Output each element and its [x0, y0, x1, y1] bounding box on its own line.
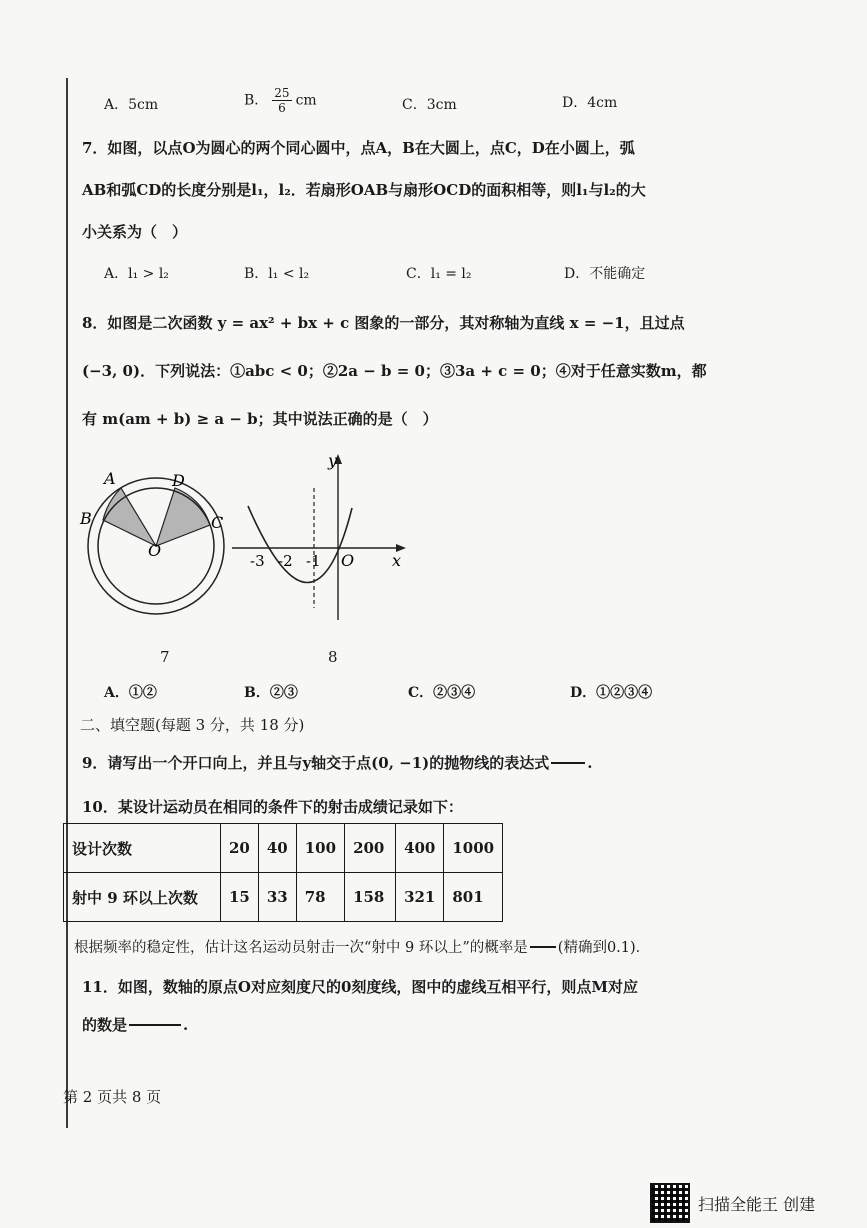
q6-b-denominator: 6 [278, 101, 286, 115]
figure-7-caption: 7 [160, 648, 170, 666]
table-row [64, 824, 503, 873]
qr-code-icon [650, 1183, 690, 1223]
scanner-watermark [650, 1183, 815, 1223]
q6-option-b-prefix: B． [244, 92, 269, 109]
q8-option-b: B．②③ [244, 685, 298, 701]
parabola-curve [248, 506, 355, 583]
table-cell: 1000 [444, 824, 503, 873]
label-b: B [80, 509, 92, 528]
q10-answer-blank [530, 946, 556, 948]
figure-8-parabola-graph [228, 448, 413, 623]
table-cell: 100 [296, 824, 344, 873]
q9-text [82, 752, 592, 773]
q8-line1: 8．如图是二次函数 y = ax² + bx + c 图象的一部分，其对称轴为直线 x = −1，且过点 [82, 314, 685, 332]
table-row [64, 873, 503, 922]
label-x: x [392, 551, 402, 570]
q7-option-b: B．l₁ < l₂ [244, 266, 310, 282]
q7-option-c: C．l₁ = l₂ [406, 266, 472, 282]
q11-line2-body: 的数是 [82, 1016, 128, 1034]
table-cell: 射中 9 环以上次数 [64, 873, 221, 922]
label-origin: O [341, 551, 355, 570]
q8-option-c: C．②③④ [408, 685, 476, 701]
q8-option-d: D．①②③④ [570, 685, 653, 701]
q8-line3: 有 m(am + b) ≥ a − b；其中说法正确的是（ ） [82, 410, 438, 428]
figure-8-caption: 8 [328, 648, 338, 666]
q8-line2: (−3, 0)．下列说法：①abc < 0；②2a − b = 0；③3a + c = 0；④对于任意实数m，都 [82, 362, 707, 380]
q7-line1: 7．如图，以点O为圆心的两个同心圆中，点A，B在大圆上，点C，D在小圆上，弧 [82, 139, 635, 157]
q7-option-a: A．l₁ > l₂ [104, 266, 169, 282]
shooting-record-table [63, 823, 503, 922]
q9-body: 9．请写出一个开口向上，并且与y轴交于点(0, −1)的抛物线的表达式 [82, 754, 550, 772]
q6-option-c: C．3cm [402, 97, 457, 113]
table-cell: 200 [345, 824, 396, 873]
q6-b-numerator: 25 [274, 86, 290, 100]
q9-answer-blank [551, 762, 585, 764]
q10-text: 10．某设计运动员在相同的条件下的射击成绩记录如下： [82, 798, 463, 816]
tick-label-minus2: -2 [278, 552, 293, 570]
figure-7-concentric-circles [76, 458, 246, 618]
watermark-text: 扫描全能王 创建 [698, 1194, 816, 1214]
q6-option-d: D．4cm [562, 95, 618, 111]
q11-answer-blank [129, 1024, 181, 1026]
table-cell: 400 [396, 824, 444, 873]
table-cell: 321 [396, 873, 444, 922]
table-cell: 801 [444, 873, 503, 922]
q6-option-a: A．5cm [104, 97, 159, 113]
label-o: O [148, 541, 162, 560]
page-footer: 第 2 页共 8 页 [63, 1088, 162, 1106]
q11-line1: 11．如图，数轴的原点O对应刻度尺的0刻度线，图中的虚线互相平行，则点M对应 [82, 978, 638, 996]
q11-end: . [183, 1016, 189, 1034]
q11-line2 [82, 1014, 188, 1035]
label-a: A [104, 469, 116, 488]
table-cell: 设计次数 [64, 824, 221, 873]
table-cell: 78 [296, 873, 344, 922]
sector-oab [103, 488, 156, 546]
table-cell: 158 [345, 873, 396, 922]
q10-conclusion-end: (精确到0.1)． [557, 940, 651, 956]
q8-option-a: A．①② [104, 685, 157, 701]
q6-option-b [244, 86, 317, 115]
section-heading: 二、填空题(每题 3 分，共 18 分) [80, 716, 305, 734]
q9-end: . [587, 754, 593, 772]
tick-label-minus1: -1 [306, 552, 321, 570]
q7-line3: 小关系为（ ） [82, 223, 188, 241]
table-cell: 40 [258, 824, 296, 873]
table-cell: 15 [221, 873, 259, 922]
label-d: D [172, 471, 185, 490]
label-y: y [328, 451, 338, 470]
q10-conclusion [74, 936, 650, 957]
table-cell: 33 [258, 873, 296, 922]
q10-conclusion-body: 根据频率的稳定性，估计这名运动员射击一次“射中 9 环以上”的概率是 [74, 940, 528, 956]
table-cell: 20 [221, 824, 259, 873]
q7-option-d: D．不能确定 [564, 266, 646, 282]
q7-line2: AB和弧CD的长度分别是l₁，l₂．若扇形OAB与扇形OCD的面积相等，则l₁与l₂的大 [82, 181, 646, 199]
q6-option-b-fraction [272, 86, 291, 115]
q6-option-b-unit: cm [295, 92, 317, 109]
page-left-edge [66, 78, 68, 1128]
tick-label-minus3: -3 [250, 552, 265, 570]
label-c: C [211, 513, 224, 532]
